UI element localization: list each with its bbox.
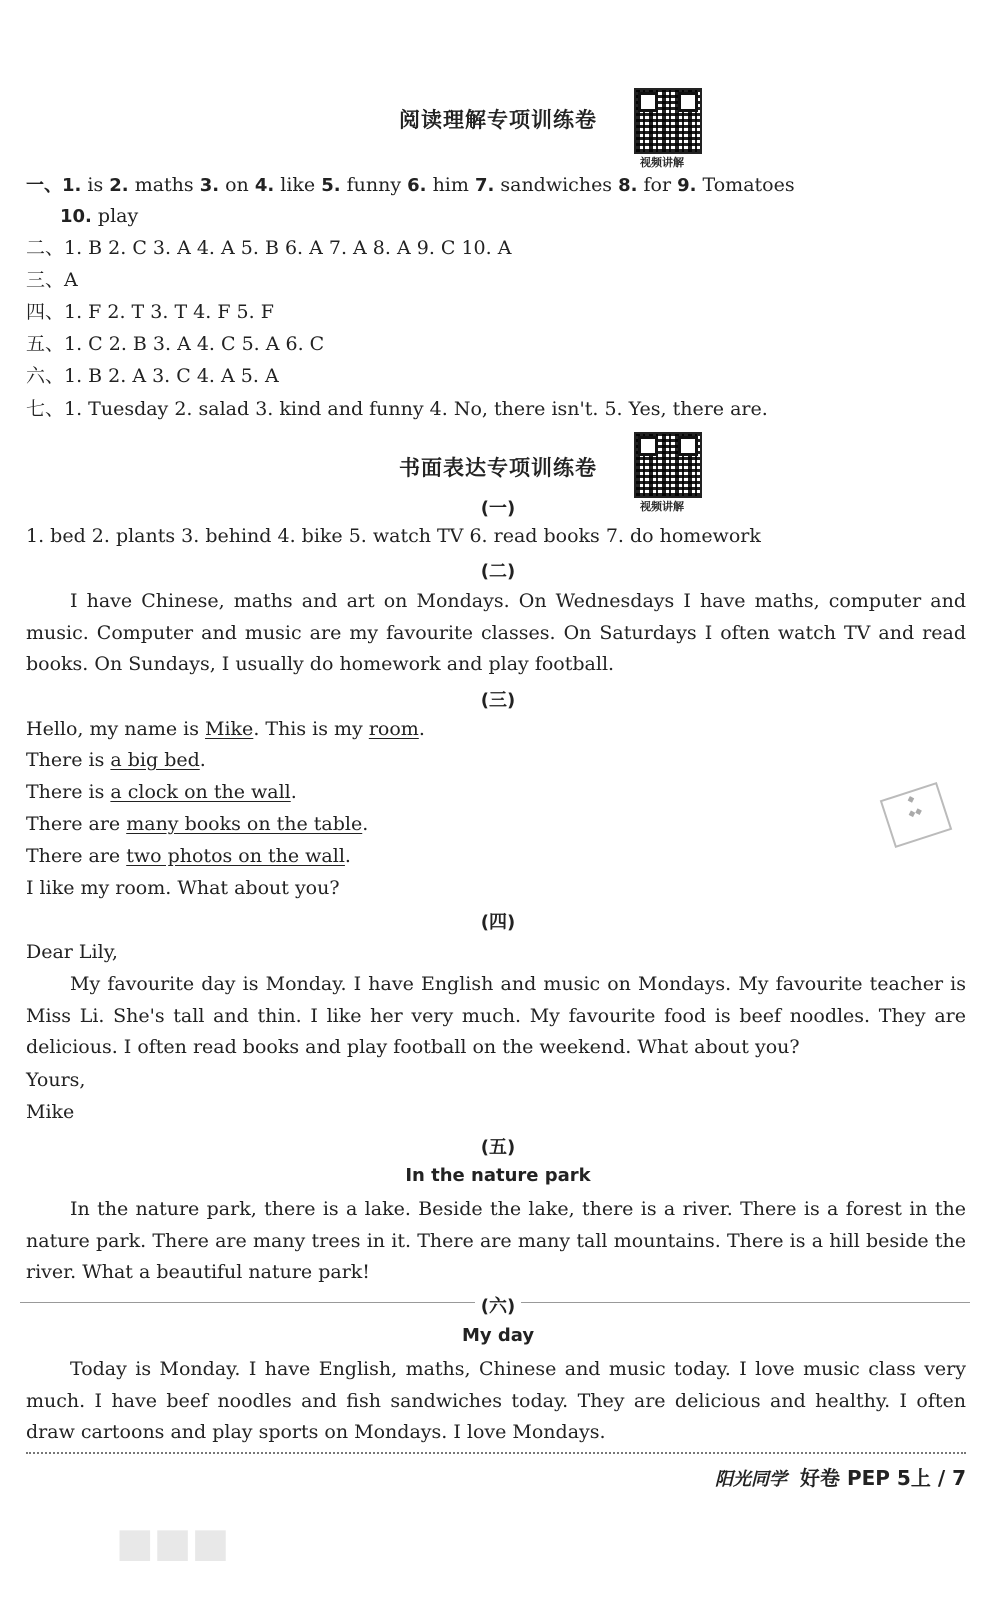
part-5-title: In the nature park bbox=[405, 1165, 591, 1186]
part-3-line-2: There is a big bed. bbox=[26, 749, 206, 771]
reading-row-6: 六、1. B 2. A 3. C 4. A 5. A bbox=[26, 365, 279, 387]
part-3-line-3: There is a clock on the wall. bbox=[26, 781, 297, 803]
part-6-heading: (六) bbox=[0, 1292, 996, 1318]
reading-section-title: 阅读理解专项训练卷 bbox=[399, 108, 597, 132]
part-4-paragraph: My favourite day is Monday. I have English and music on Mondays. My favourite teacher is Miss Li. She's tall and thin. I like her very much. My favourite food is beef noodles. They are delicious. I often read books and play football on the weekend. What about you? bbox=[26, 973, 966, 1058]
part-4-heading: (四) bbox=[480, 912, 516, 933]
part-3-line-4: There are many books on the table. bbox=[26, 813, 369, 835]
part-3-line-1: Hello, my name is Mike. This is my room. bbox=[26, 718, 425, 740]
reading-row-2: 二、1. B 2. C 3. A 4. A 5. B 6. A 7. A 8. A 9. C 10. A bbox=[26, 237, 512, 259]
qr-caption-2: 视频讲解 bbox=[640, 500, 684, 513]
qr-caption: 视频讲解 bbox=[640, 156, 684, 169]
part-2-heading: (二) bbox=[480, 561, 516, 582]
part-5-paragraph: In the nature park, there is a lake. Beside the lake, there is a river. There is a forest in the nature park. There are many trees in it. There are many tall mountains. There is a hill beside the river. What a beautiful nature park! bbox=[26, 1198, 966, 1283]
writing-section-title: 书面表达专项训练卷 bbox=[399, 456, 597, 480]
part-6-title: My day bbox=[461, 1325, 535, 1346]
brand-logo: 阳光同学 bbox=[715, 1469, 788, 1490]
part-3-heading: (三) bbox=[480, 690, 516, 711]
reading-row-7: 七、1. Tuesday 2. salad 3. kind and funny 4. No, there isn't. 5. Yes, there are. bbox=[26, 398, 768, 420]
part-3-line-6: I like my room. What about you? bbox=[26, 877, 340, 899]
watermark-mark: ■■■ bbox=[116, 1520, 230, 1566]
part-2-paragraph: I have Chinese, maths and art on Mondays. On Wednesdays I have maths, computer and music. Computer and music are my favourite classes. On Saturdays I often watch TV and read books. On Sundays, I usually do homework and play football. bbox=[26, 590, 966, 675]
part-1-answers: 1. bed 2. plants 3. behind 4. bike 5. watch TV 6. read books 7. do homework bbox=[26, 525, 761, 547]
footer bbox=[715, 1462, 966, 1491]
reading-row-3: 三、A bbox=[26, 269, 78, 291]
part-1-heading: (一) bbox=[480, 498, 516, 519]
footer-dotted-rule bbox=[26, 1452, 966, 1454]
qr-code-icon-2[interactable] bbox=[634, 432, 702, 498]
reading-row-1: 一、1. is 2. maths 3. on 4. like 5. funny 6. him 7. sandwiches 8. for 9. Tomatoes bbox=[26, 174, 795, 196]
stamp-mark: ◆ ◆◆ bbox=[880, 782, 953, 848]
footer-label: 好卷 PEP 5上 bbox=[800, 1466, 931, 1490]
page-number: / 7 bbox=[937, 1466, 966, 1490]
letter-greeting: Dear Lily, bbox=[26, 941, 118, 963]
part-5-heading: (五) bbox=[480, 1137, 516, 1158]
letter-signature: Mike bbox=[26, 1101, 75, 1123]
reading-row-5: 五、1. C 2. B 3. A 4. C 5. A 6. C bbox=[26, 333, 325, 355]
qr-code-icon[interactable] bbox=[634, 88, 702, 154]
part-3-line-5: There are two photos on the wall. bbox=[26, 845, 351, 867]
letter-closing: Yours, bbox=[26, 1069, 86, 1091]
reading-row-4: 四、1. F 2. T 3. T 4. F 5. F bbox=[26, 301, 274, 323]
reading-row-1-cont: 10. play bbox=[60, 205, 139, 227]
part-6-paragraph: Today is Monday. I have English, maths, Chinese and music today. I love music class very much. I have beef noodles and fish sandwiches today. They are delicious and healthy. I often draw cartoons and play sports on Mondays. I love Mondays. bbox=[26, 1358, 966, 1443]
